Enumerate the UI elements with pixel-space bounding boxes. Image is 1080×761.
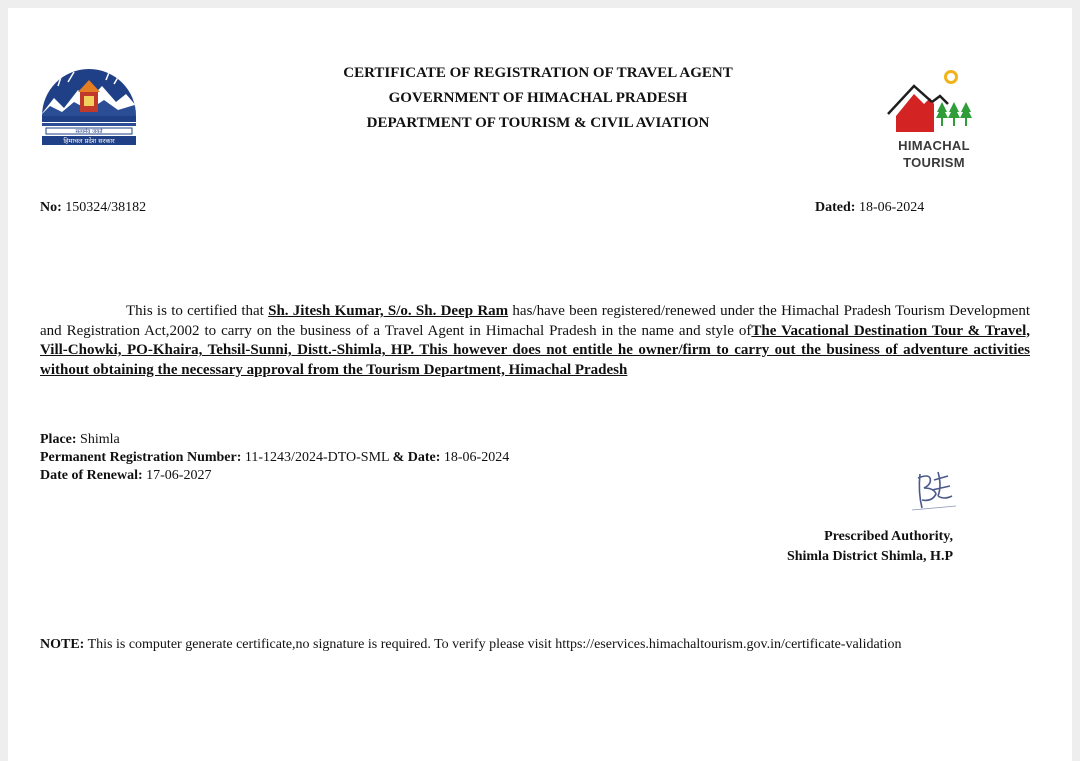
signature-icon: [908, 466, 960, 514]
registration-number-label: Permanent Registration Number:: [40, 450, 242, 465]
renewal-label: Date of Renewal:: [40, 468, 143, 483]
registration-details: [40, 431, 509, 485]
holder-name: Sh. Jitesh Kumar, S/o. Sh. Deep Ram: [268, 303, 509, 319]
svg-text:हिमाचल प्रदेश सरकार: हिमाचल प्रदेश सरकार: [63, 137, 115, 145]
place-row: [40, 431, 509, 449]
body-intro: This is to certified that: [126, 303, 269, 319]
place-value: Shimla: [80, 432, 120, 447]
certificate-number: [40, 200, 146, 216]
verification-note: [40, 637, 901, 653]
document-heading: [208, 61, 868, 136]
certificate-page: [8, 8, 1072, 761]
registration-date-label: & Date:: [392, 450, 441, 465]
authority-title: Prescribed Authority,: [824, 529, 953, 544]
prescribed-authority: [708, 527, 953, 567]
certificate-date: [815, 200, 924, 216]
renewal-value: 17-06-2027: [146, 468, 212, 483]
dated-label: Dated:: [815, 200, 856, 215]
certificate-body: [40, 302, 1030, 380]
body-middle: has/have been registered/renewed under the Himachal Pradesh Tourism Development and Registration Act,2002 to carry on the business of a Travel Agent in Himachal Pradesh in the name and style of: [40, 303, 1030, 339]
authority-location: Shimla District Shimla, H.P: [786, 549, 953, 564]
number-label: No:: [40, 200, 62, 215]
logo-word-tourism: TOURISM: [903, 155, 965, 170]
place-label: Place:: [40, 432, 77, 447]
renewal-row: [40, 467, 509, 485]
svg-text:सत्यमेव जयते: सत्यमेव जयते: [75, 129, 103, 135]
heading-department: DEPARTMENT OF TOURISM & CIVIL AVIATION: [366, 115, 710, 131]
himachal-tourism-logo: [884, 66, 984, 176]
firm-details: The Vacational Destination Tour & Travel, Vill-Chowki, PO-Khaira, Tehsil-Sunni, Distt.-Shimla, HP. This however does not entitle he owner/firm to carry out the business of adventure activities without obtaining the necessary approval from the Tourism Department, Himachal Pradesh: [40, 322, 1031, 378]
government-emblem-icon: [40, 66, 138, 148]
note-text: This is computer generate certificate,no signature is required. To verify please visit https://eservices.himachaltourism.gov.in/certificate-validation: [87, 637, 902, 652]
logo-word-himachal: HIMACHAL: [898, 138, 970, 153]
registration-date-value: 18-06-2024: [443, 450, 510, 465]
mountain-trees-icon: [884, 66, 984, 140]
number-value: 150324/38182: [65, 200, 147, 215]
registration-number-row: [40, 449, 509, 467]
note-label: NOTE:: [40, 637, 85, 652]
heading-title: CERTIFICATE OF REGISTRATION OF TRAVEL AGENT: [343, 65, 733, 81]
heading-government: GOVERNMENT OF HIMACHAL PRADESH: [388, 90, 688, 106]
dated-value: 18-06-2024: [858, 200, 925, 215]
registration-number-value: 11-1243/2024-DTO-SML: [244, 450, 390, 465]
